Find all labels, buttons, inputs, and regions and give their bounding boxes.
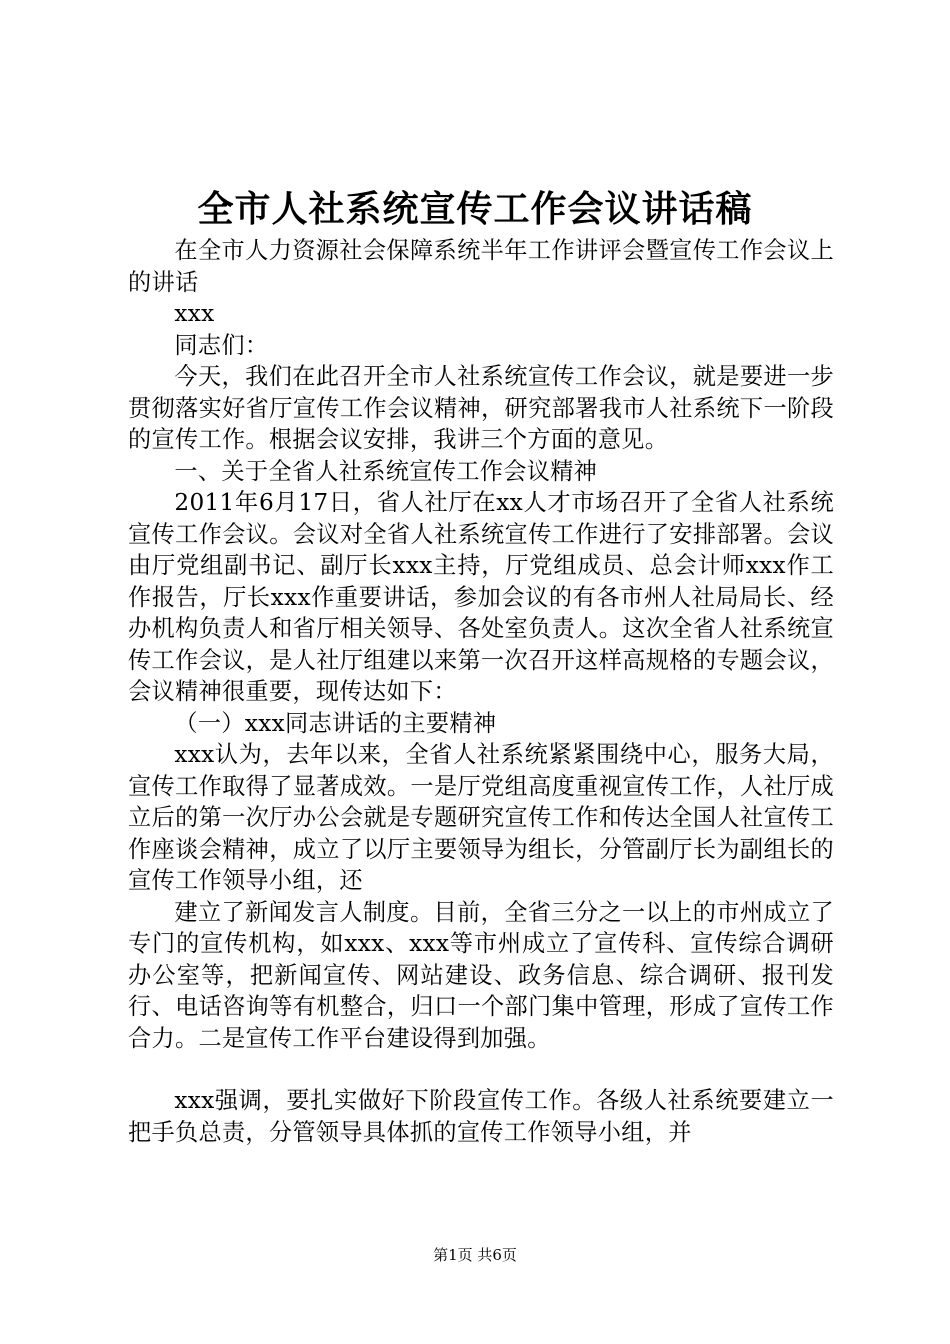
document-body bbox=[128, 235, 834, 1148]
body-paragraph: 同志们： bbox=[174, 331, 269, 359]
body-paragraph: xxx强调，要扎实做好下阶段宣传工作。各级人社系统要建立一把手负总责，分管领导具体抓的宣传工作领导小组，并 bbox=[128, 1087, 834, 1146]
body-paragraph: 今天，我们在此召开全市人社系统宣传工作会议，就是要进一步贯彻落实好省厅宣传工作会议精神，研究部署我市人社系统下一阶段的宣传工作。根据会议安排，我讲三个方面的意见。 bbox=[128, 363, 834, 453]
body-paragraph: 在全市人力资源社会保障系统半年工作讲评会暨宣传工作会议上的讲话 bbox=[128, 237, 834, 296]
body-paragraph: 建立了新闻发言人制度。目前，全省三分之一以上的市州成立了专门的宣传机构，如xxx、xxx等市州成立了宣传科、宣传综合调研办公室等，把新闻宣传、网站建设、政务信息、综合调研、报刊发行、电话咨询等有机整合，归口一个部门集中管理，形成了宣传工作合力。二是宣传工作平台建设得到加强。 bbox=[128, 898, 834, 1052]
body-paragraph: xxx认为，去年以来，全省人社系统紧紧围绕中心，服务大局，宣传工作取得了显著成效。一是厅党组高度重视宣传工作，人社厅成立后的第一次厅办公会就是专题研究宣传工作和传达全国人社宣传工作座谈会精神，成立了以厅主要领导为组长，分管副厅长为副组长的宣传工作领导小组，还 bbox=[128, 741, 834, 894]
page-footer: 第1页 共6页 bbox=[433, 1246, 517, 1264]
body-paragraph: xxx bbox=[174, 300, 215, 327]
subsection-heading: （一）xxx同志讲话的主要精神 bbox=[174, 709, 497, 737]
body-paragraph: 2011年6月17日，省人社厅在xx人才市场召开了全省人社系统宣传工作会议。会议对全省人社系统宣传工作进行了安排部署。会议由厅党组副书记、副厅长xxx主持，厅党组成员、总会计师xxx作工作报告，厅长xxx作重要讲话，参加会议的有各市州人社局局长、经办机构负责人和省厅相关领导、各处室负责人。这次全省人社系统宣传工作会议，是人社厅组建以来第一次召开这样高规格的专题会议，会议精神很重要，现传达如下： bbox=[128, 489, 834, 705]
document-title: 全市人社系统宣传工作会议讲话稿 bbox=[197, 188, 753, 230]
section-heading: 一、关于全省人社系统宣传工作会议精神 bbox=[174, 457, 598, 485]
